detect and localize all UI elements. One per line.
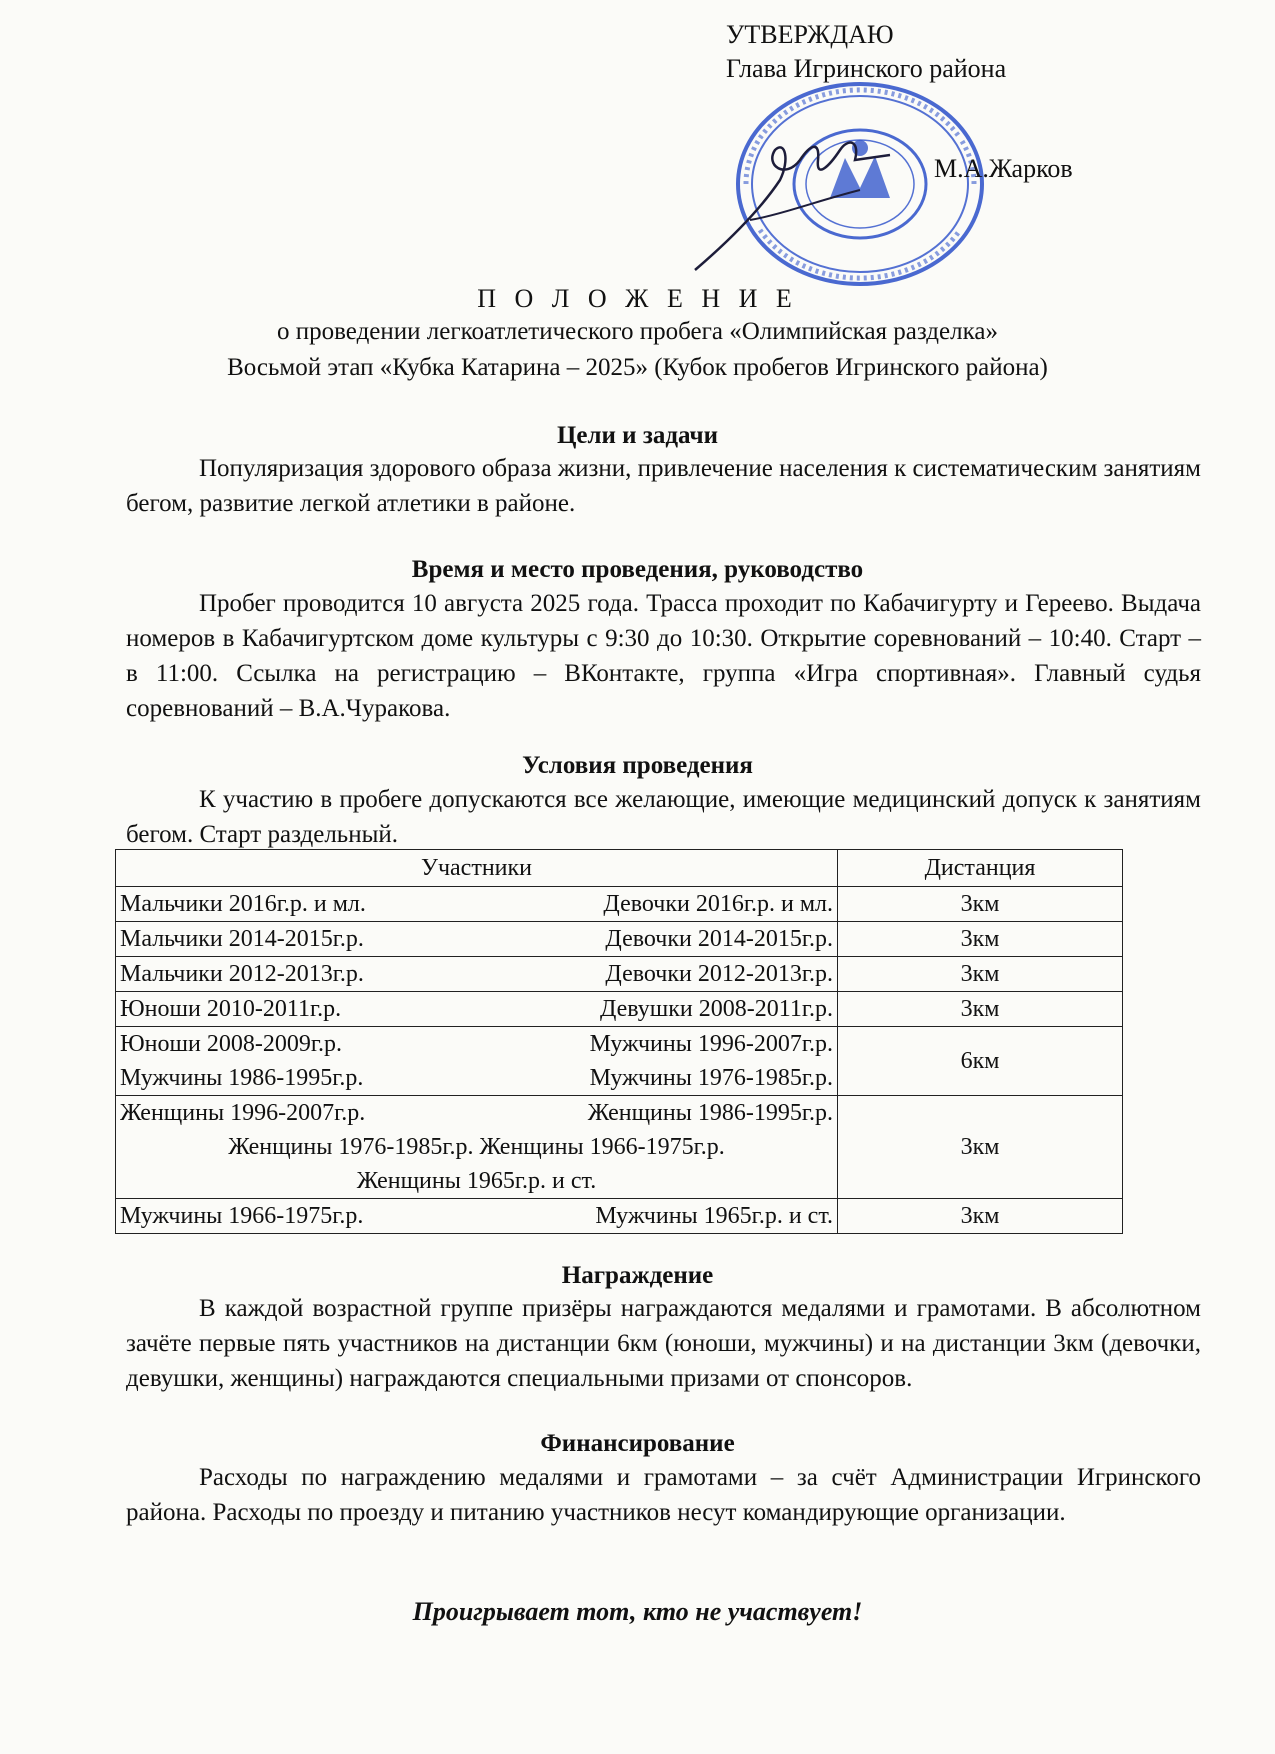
table-row	[116, 887, 1123, 922]
distance-cell: 3км	[838, 1199, 1123, 1234]
section-text-time: Пробег проводится 10 августа 2025 года. Трасса проходит по Кабачигурту и Гереево. Выдача номеров в Кабачигуртском доме культуры с 9:30 до 10:30. Открытие соревнований – 10:40. Старт – в 11:00. Ссылка на регистрацию – ВКонтакте, группа «Игра спортивная». Главный судья соревнований – В.А.Чуракова.	[126, 590, 1201, 722]
table-header-row	[116, 850, 1123, 887]
approval-block	[726, 18, 1006, 86]
motto: Проигрывает тот, кто не участвует!	[412, 1597, 863, 1626]
category-left: Мальчики 2016г.р. и мл.	[120, 891, 366, 917]
table-row	[116, 957, 1123, 992]
category-right: Девочки 2016г.р. и мл.	[603, 891, 833, 917]
category-left: Юноши 2008-2009г.р.	[120, 1031, 342, 1057]
section-title-awards: Награждение	[561, 1262, 714, 1289]
section-title-goals: Цели и задачи	[556, 422, 719, 449]
approval-heading: УТВЕРЖДАЮ	[726, 20, 894, 49]
table-header-participants: Участники	[116, 850, 838, 887]
approval-signer: М.А.Жарков	[934, 154, 1073, 183]
category-right: Девушки 2008-2011г.р.	[599, 996, 833, 1022]
category-right: Мужчины 1965г.р. и ст.	[595, 1203, 833, 1229]
section-text-goals: Популяризация здорового образа жизни, привлечение населения к систематическим занятиям бегом, развитие легкой атлетики в районе.	[126, 455, 1202, 517]
distance-cell: 3км	[838, 957, 1123, 992]
table-row	[116, 922, 1123, 957]
signature	[690, 120, 930, 280]
category-line: Женщины 1976-1985г.р. Женщины 1966-1975г.р.	[228, 1134, 725, 1160]
document-title: П О Л О Ж Е Н И Е	[477, 284, 798, 313]
section-text-conditions: К участию в пробеге допускаются все желающие, имеющие медицинский допуск к занятиям бегом. Старт раздельный.	[126, 786, 1201, 848]
category-left: Мальчики 2014-2015г.р.	[120, 926, 364, 952]
distance-cell: 3км	[838, 922, 1123, 957]
section-title-time: Время и место проведения, руководство	[411, 556, 864, 583]
table-header-distance: Дистанция	[838, 850, 1123, 887]
categories-table	[115, 849, 1123, 1234]
distance-cell: 3км	[838, 887, 1123, 922]
category-line: Женщины 1965г.р. и ст.	[356, 1168, 597, 1194]
category-right: Мужчины 1996-2007г.р.	[589, 1031, 833, 1057]
document-subtitle-stage: Восьмой этап «Кубка Катарина – 2025» (Кубок пробегов Игринского района)	[227, 354, 1048, 381]
section-text-awards: В каждой возрастной группе призёры награждаются медалями и грамотами. В абсолютном зачёте первые пять участников на дистанции 6км (юноши, мужчины) и на дистанции 3км (девочки, девушки, женщины) награждаются специальными призами от спонсоров.	[126, 1295, 1201, 1392]
category-right: Девочки 2014-2015г.р.	[605, 926, 833, 952]
section-title-funding: Финансирование	[540, 1430, 735, 1457]
category-right: Девочки 2012-2013г.р.	[605, 961, 833, 987]
distance-cell: 6км	[838, 1027, 1123, 1096]
distance-cell: 3км	[838, 992, 1123, 1027]
section-title-conditions: Условия проведения	[522, 752, 753, 779]
category-left: Мальчики 2012-2013г.р.	[120, 961, 364, 987]
table-row	[116, 1199, 1123, 1234]
category-left: Мужчины 1986-1995г.р.	[120, 1065, 364, 1091]
category-left: Мужчины 1966-1975г.р.	[120, 1203, 364, 1229]
category-right: Мужчины 1976-1985г.р.	[589, 1065, 833, 1091]
category-right: Женщины 1986-1995г.р.	[587, 1100, 833, 1126]
table-row	[116, 1096, 1123, 1199]
table-row	[116, 992, 1123, 1027]
approval-position: Глава Игринского района	[726, 54, 1007, 83]
section-text-funding: Расходы по награждению медалями и грамотами – за счёт Администрации Игринского района. Расходы по проезду и питанию участников несут командирующие организации.	[126, 1464, 1201, 1526]
distance-cell: 3км	[838, 1096, 1123, 1199]
document-subtitle: о проведении легкоатлетического пробега «Олимпийская разделка»	[277, 318, 998, 345]
table-row	[116, 1027, 1123, 1096]
category-left: Юноши 2010-2011г.р.	[120, 996, 342, 1022]
category-left: Женщины 1996-2007г.р.	[120, 1100, 366, 1126]
